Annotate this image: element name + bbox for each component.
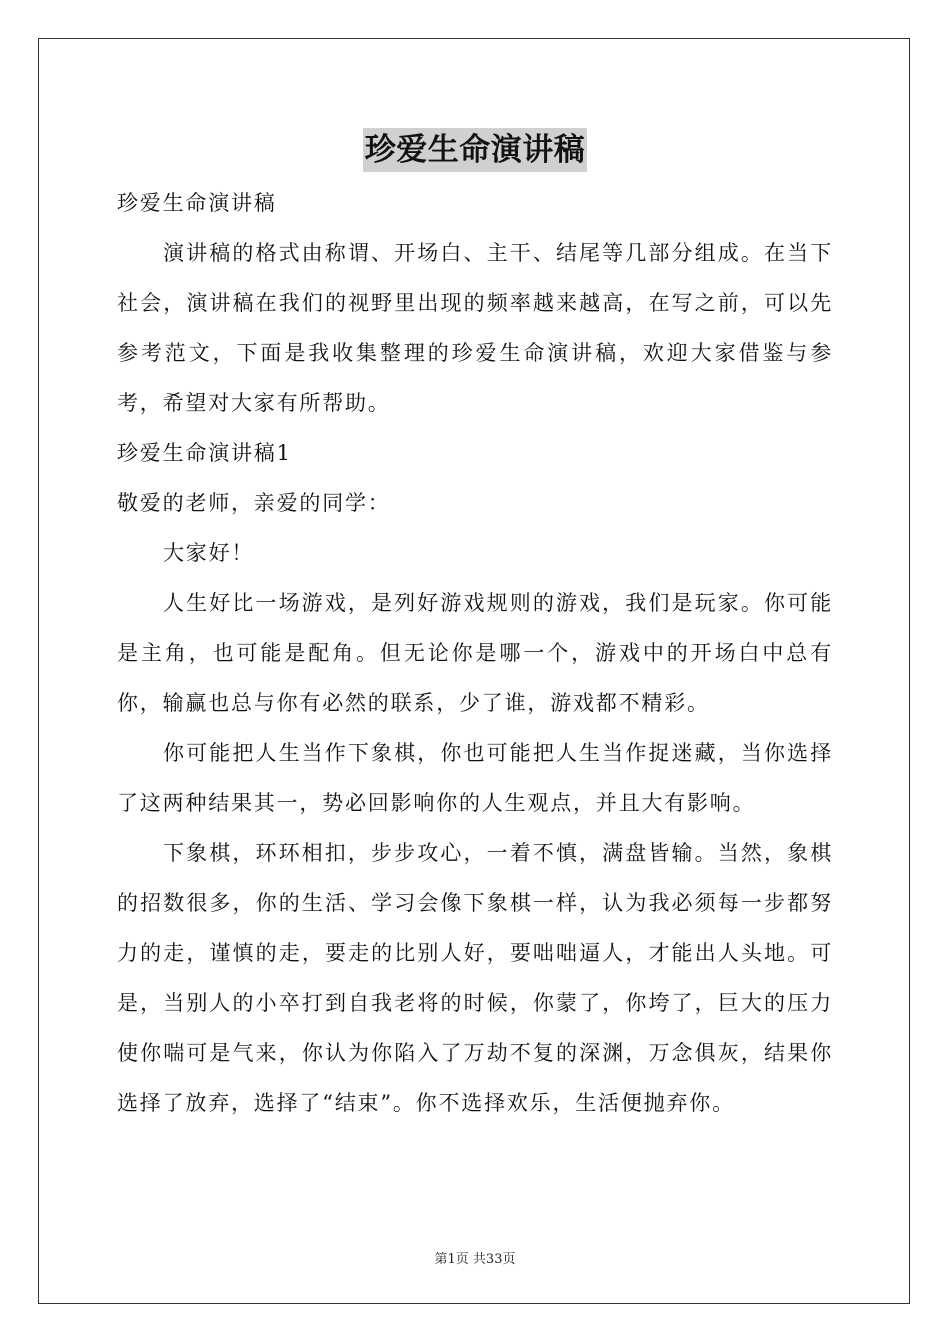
- salutation-paragraph: 敬爱的老师，亲爱的同学：: [117, 491, 391, 515]
- body-paragraph: 人生好比一场游戏，是列好游戏规则的游戏，我们是玩家。你可能是主角，也可能是配角。但无论你是哪一个，游戏中的开场白中总有你，输赢也总与你有必然的联系，少了谁，游戏都不精彩。: [117, 591, 833, 715]
- page-footer: 第1页 共33页: [434, 1252, 516, 1267]
- intro-paragraph: 演讲稿的格式由称谓、开场白、主干、结尾等几部分组成。在当下社会，演讲稿在我们的视野里出现的频率越来越高，在写之前，可以先参考范文，下面是我收集整理的珍爱生命演讲稿，欢迎大家借鉴与参考，希望对大家有所帮助。: [117, 241, 833, 415]
- section-heading: 珍爱生命演讲稿1: [117, 441, 292, 465]
- title-container: [0, 128, 950, 172]
- body-paragraph: 下象棋，环环相扣，步步攻心，一着不慎，满盘皆输。当然，象棋的招数很多，你的生活、学习会像下象棋一样，认为我必须每一步都努力的走，谨慎的走，要走的比别人好，要咄咄逼人，才能出人头地。可是，当别人的小卒打到自我老将的时候，你蒙了，你垮了，巨大的压力使你喘可是气来，你认为你陷入了万劫不复的深渊，万念俱灰，结果你选择了放弃，选择了“结束”。你不选择欢乐，生活便抛弃你。: [117, 841, 833, 1115]
- document-body: [117, 178, 833, 1128]
- subtitle-paragraph: 珍爱生命演讲稿: [117, 191, 277, 215]
- document-title: 珍爱生命演讲稿: [363, 128, 588, 172]
- greeting-paragraph: 大家好！: [163, 541, 255, 565]
- body-paragraph: 你可能把人生当作下象棋，你也可能把人生当作捉迷藏，当你选择了这两种结果其一，势必回影响你的人生观点，并且大有影响。: [117, 741, 833, 815]
